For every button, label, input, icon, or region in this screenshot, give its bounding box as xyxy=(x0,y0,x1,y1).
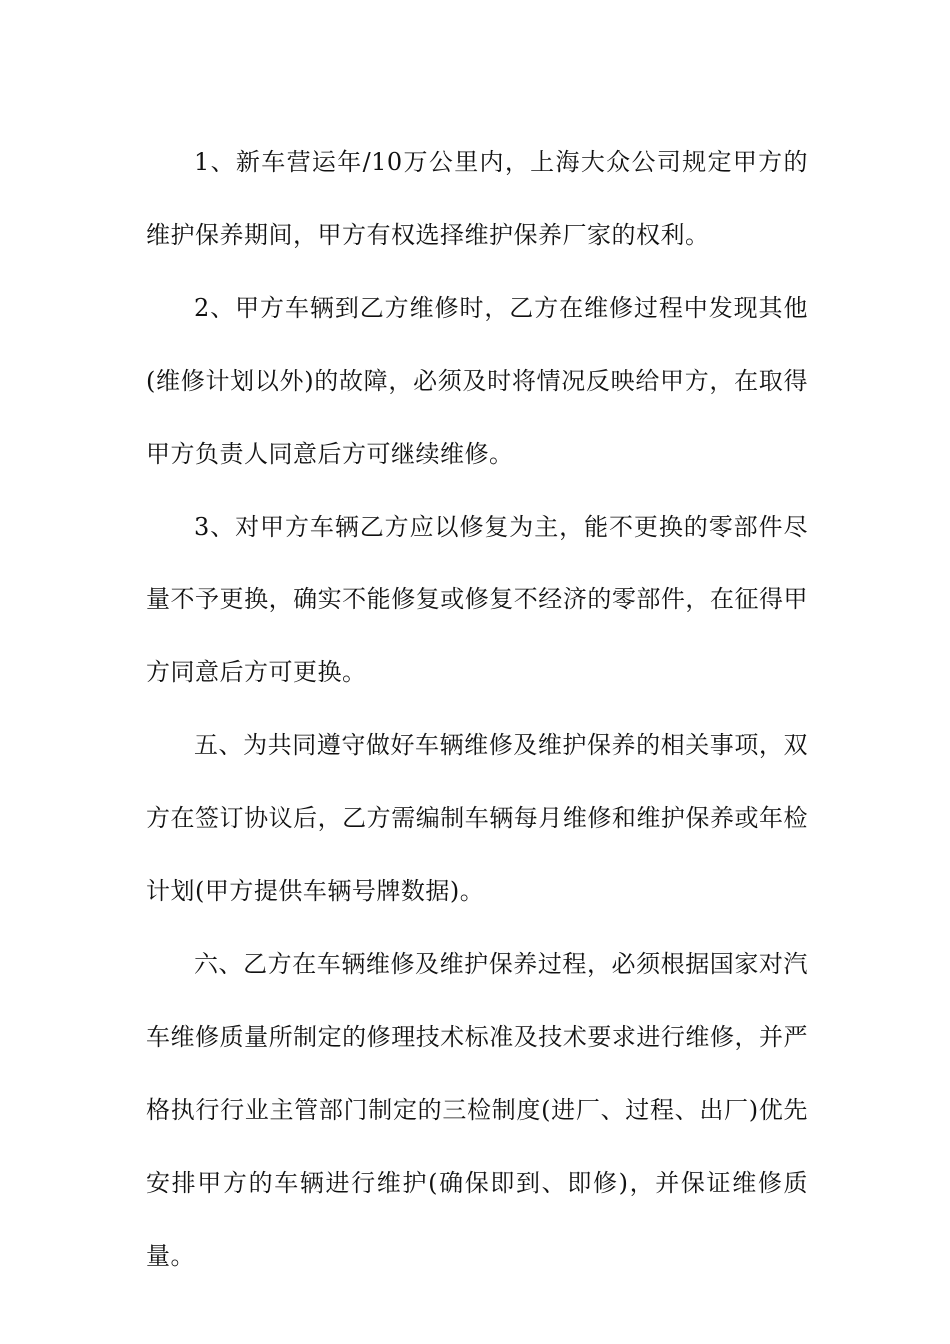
paragraph-clause-1: 1、新车营运年/10万公里内，上海大众公司规定甲方的维护保养期间，甲方有权选择维护保养厂家的权利。 xyxy=(146,148,808,249)
document-body xyxy=(146,126,808,1293)
paragraph-clause-3: 3、对甲方车辆乙方应以修复为主，能不更换的零部件尽量不予更换，确实不能修复或修复不经济的零部件，在征得甲方同意后方可更换。 xyxy=(146,512,808,687)
paragraph-section-5: 五、为共同遵守做好车辆维修及维护保养的相关事项，双方在签订协议后，乙方需编制车辆每月维修和维护保养或年检计划(甲方提供车辆号牌数据)。 xyxy=(146,731,808,906)
paragraph-clause-2: 2、甲方车辆到乙方维修时，乙方在维修过程中发现其他(维修计划以外)的故障，必须及时将情况反映给甲方，在取得甲方负责人同意后方可继续维修。 xyxy=(146,293,808,468)
paragraph-section-6: 六、乙方在车辆维修及维护保养过程，必须根据国家对汽车维修质量所制定的修理技术标准及技术要求进行维修，并严格执行行业主管部门制定的三检制度(进厂、过程、出厂)优先安排甲方的车辆进行维护(确保即到、即修)，并保证维修质量。 xyxy=(146,949,808,1270)
